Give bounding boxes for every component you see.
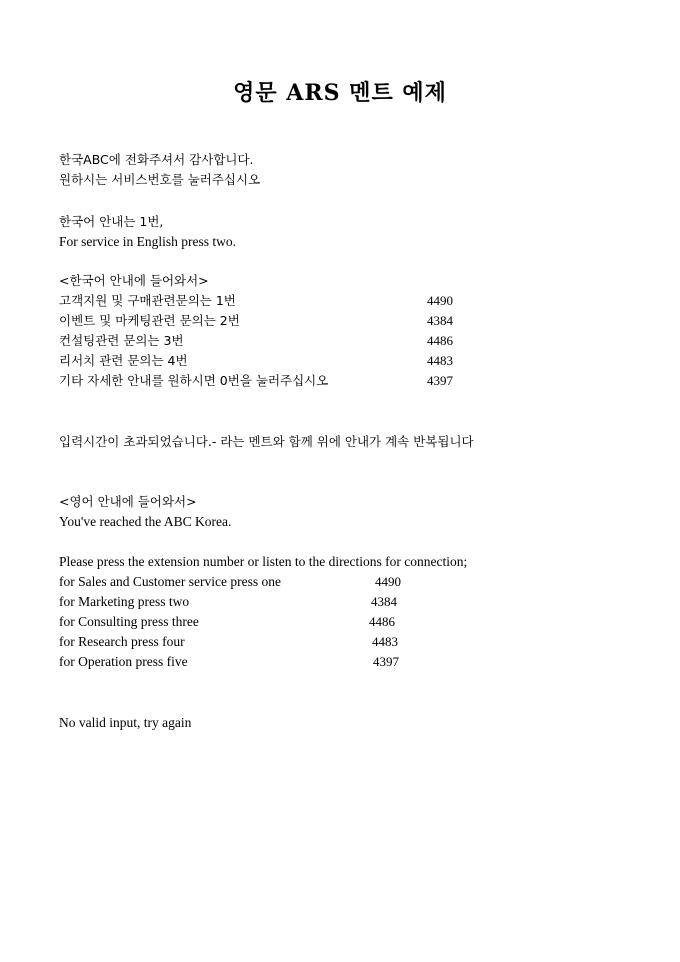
english-invalid-message: No valid input, try again bbox=[59, 715, 192, 730]
english-item-extension: 4384 bbox=[371, 594, 397, 609]
korean-timeout-message: 입력시간이 초과되었습니다.- 라는 멘트와 함께 위에 안내가 계속 반복됩니다 bbox=[59, 434, 474, 449]
english-item-extension: 4483 bbox=[372, 634, 398, 649]
language-english-option: For service in English press two. bbox=[59, 234, 236, 249]
korean-item-label: 이벤트 및 마케팅관련 문의는 2번 bbox=[59, 313, 240, 328]
korean-item-extension: 4384 bbox=[427, 313, 453, 328]
english-item-label: for Consulting press three bbox=[59, 614, 199, 629]
korean-section-header: <한국어 안내에 들어와서> bbox=[59, 273, 209, 288]
intro-greeting: 한국ABC에 전화주셔서 감사합니다. bbox=[59, 152, 254, 167]
english-item-extension: 4486 bbox=[369, 614, 395, 629]
korean-item-label: 컨설팅관련 문의는 3번 bbox=[59, 333, 184, 348]
english-item-label: for Marketing press two bbox=[59, 594, 190, 609]
intro-instruction: 원하시는 서비스번호를 눌러주십시오 bbox=[59, 172, 261, 187]
english-section-header: <영어 안내에 들어와서> bbox=[59, 494, 197, 509]
english-item-label: for Sales and Customer service press one bbox=[59, 574, 281, 589]
english-item-label: for Operation press five bbox=[59, 654, 188, 669]
korean-item-extension: 4486 bbox=[427, 333, 453, 348]
korean-item-label: 기타 자세한 안내를 원하시면 0번을 눌러주십시오 bbox=[59, 373, 329, 388]
english-instruction: Please press the extension number or listen to the directions for connection; bbox=[59, 554, 468, 569]
korean-item-extension: 4397 bbox=[427, 373, 453, 388]
korean-item-extension: 4483 bbox=[427, 353, 453, 368]
korean-item-label: 고객지원 및 구매관련문의는 1번 bbox=[59, 293, 236, 308]
english-item-extension: 4490 bbox=[375, 574, 401, 589]
korean-item-label: 리서치 관련 문의는 4번 bbox=[59, 353, 188, 368]
english-item-extension: 4397 bbox=[373, 654, 399, 669]
korean-item-extension: 4490 bbox=[427, 293, 453, 308]
page-title: 영문 ARS 멘트 예제 bbox=[233, 80, 447, 106]
english-greeting: You've reached the ABC Korea. bbox=[59, 514, 232, 529]
english-item-label: for Research press four bbox=[59, 634, 185, 649]
language-korean-option: 한국어 안내는 1번, bbox=[59, 214, 164, 229]
